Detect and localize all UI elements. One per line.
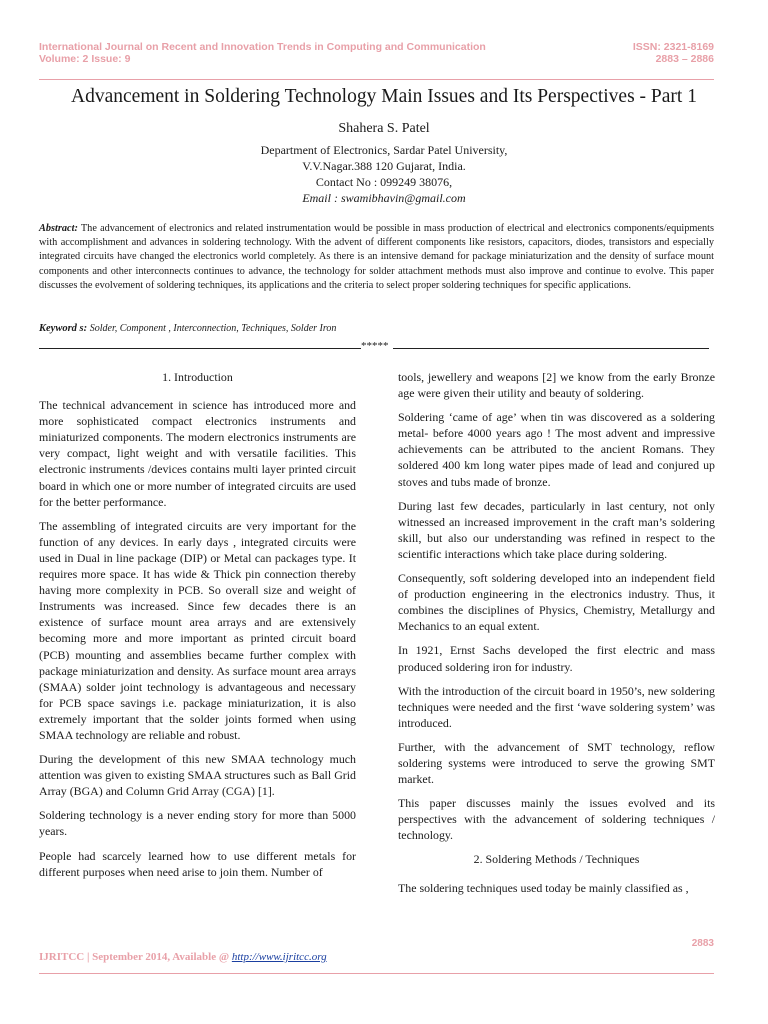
affiliation-contact: Contact No : 099249 38076,: [315, 175, 453, 189]
abstract: [39, 222, 714, 293]
affiliation-address: V.V.Nagar.388 120 Gujarat, India.: [302, 159, 466, 173]
left-column: [39, 369, 356, 888]
footer-divider: [39, 973, 714, 974]
right-column: [398, 369, 715, 904]
author-name: Shahera S. Patel: [338, 121, 430, 136]
journal-info: [39, 41, 486, 65]
paragraph: During last few decades, particularly in last century, not only witnessed an increased improvement in the craft man’s soldering skill, but also our understanding was refined in respect to the scientific interactions which take place during soldering.: [398, 498, 715, 561]
keywords-text: Solder, Component , Interconnection, Techniques, Solder Iron: [89, 323, 337, 334]
paper-title: Advancement in Soldering Technology Main Issues and Its Perspectives - Part 1: [71, 86, 697, 107]
paragraph: In 1921, Ernst Sachs developed the first electric and mass produced soldering iron for industry.: [398, 643, 715, 674]
abstract-label: Abstract:: [39, 223, 78, 234]
paragraph: With the introduction of the circuit board in 1950’s, new soldering techniques were needed and the first ‘wave soldering system’ was introduced.: [398, 683, 715, 730]
paragraph: Consequently, soft soldering developed into an independent field of production engineering in the electronics industry. Thus, it combines the disciplines of Physics, Chemistry, Metallurgy and Mechanics to an equal extent.: [398, 571, 715, 634]
author-affiliation: [0, 142, 768, 206]
header-divider: [39, 79, 714, 80]
abstract-text: The advancement of electronics and related instrumentation would be possible in mass production of electrical and electronics components/equipments with accomplishment and advances in soldering technology. With the advent of different components like resistors, capacitors, diodes, transistors and especially integrated circuits have changed the electronics world completely. As there is an intensive demand for package miniaturization and the density of surface mount components and other interconnects continues to advance, the technology for solder attachment methods must also improve and continue to evolve. This paper discusses the evolvement of soldering techniques, its applications and the criteria to select proper soldering techniques for specific applications.: [39, 223, 714, 291]
paragraph: People had scarcely learned how to use different metals for different purposes when need arise to join them. Number of: [39, 848, 356, 879]
issn-info: [633, 41, 714, 65]
keywords: [39, 323, 336, 334]
paragraph: Soldering technology is a never ending story for more than 5000 years.: [39, 808, 356, 839]
separator-line-right: [393, 348, 709, 349]
section-separator: [39, 340, 709, 352]
affiliation-email: Email : swamibhavin@gmail.com: [302, 191, 466, 205]
paragraph: The technical advancement in science has introduced more and more sophisticated compact electronics instruments and miniaturized components. The modern electronics instruments are very compact, light weight and with versatile facilities. This electronic instruments /devices contains multi layer printed circuit board in which one or more number of integrated circuits are used for the better performance.: [39, 398, 356, 509]
separator-stars: *****: [361, 340, 389, 352]
journal-volume: Volume: 2 Issue: 9: [39, 53, 131, 65]
footer-text: IJRITCC | September 2014, Available @: [39, 951, 232, 963]
footer: [39, 951, 327, 963]
paragraph: Further, with the advancement of SMT technology, reflow soldering systems were introduced to serve the growing SMT market.: [398, 739, 715, 787]
paragraph: The assembling of integrated circuits are very important for the function of any devices. In early days , integrated circuits were used in Dual in line package (DIP) or Metal can packages type. It requires more space. It has wide & Thick pin connection thereby having more complexity in PCB. So overall size and weight of Instruments was increased. Since few decades there is an existence of surface mount area arrays and are extensively becoming more and more important as printed circuit board (PCB) mounting and assemblies became further complex with package miniaturization and density. As surface mount area arrays (SMAA) solder joint technology is advantageous and necessary for PCB space savings i.e. package miniaturization, it is also extremely important that the solder joints formed when using SMAA technology are reliable and robust.: [39, 518, 356, 742]
page-range: 2883 – 2886: [655, 53, 714, 65]
paragraph: This paper discusses mainly the issues evolved and its perspectives with the advancement of soldering techniques / technology.: [398, 796, 715, 843]
section-heading-soldering-methods: 2. Soldering Methods / Techniques: [473, 852, 640, 867]
paragraph: The soldering techniques used today be mainly classified as ,: [398, 880, 689, 895]
journal-name: International Journal on Recent and Innovation Trends in Computing and Communication: [39, 41, 486, 53]
paragraph: During the development of this new SMAA technology much attention was given to existing SMAA structures such as Ball Grid Array (BGA) and Column Grid Array (CGA) [1].: [39, 752, 356, 799]
separator-line-left: [39, 348, 361, 349]
page-number: 2883: [691, 938, 714, 949]
section-heading-introduction: 1. Introduction: [162, 370, 233, 384]
issn: ISSN: 2321-8169: [632, 41, 714, 53]
paragraph: Soldering ‘came of age’ when tin was discovered as a soldering metal- before 4000 years ago ! The most advent and impressive achievements can be attributed to the ancient Romans. They soldered 400 km long water pipes made of lead and conjured up stoves and tubs made of bronze.: [398, 410, 715, 489]
keywords-label: Keyword s:: [39, 323, 88, 334]
paragraph: tools, jewellery and weapons [2] we know from the early Bronze age were given their utility and beauty of soldering.: [398, 370, 715, 401]
affiliation-department: Department of Electronics, Sardar Patel University,: [260, 143, 508, 157]
journal-website-link[interactable]: http://www.ijritcc.org: [231, 951, 327, 963]
